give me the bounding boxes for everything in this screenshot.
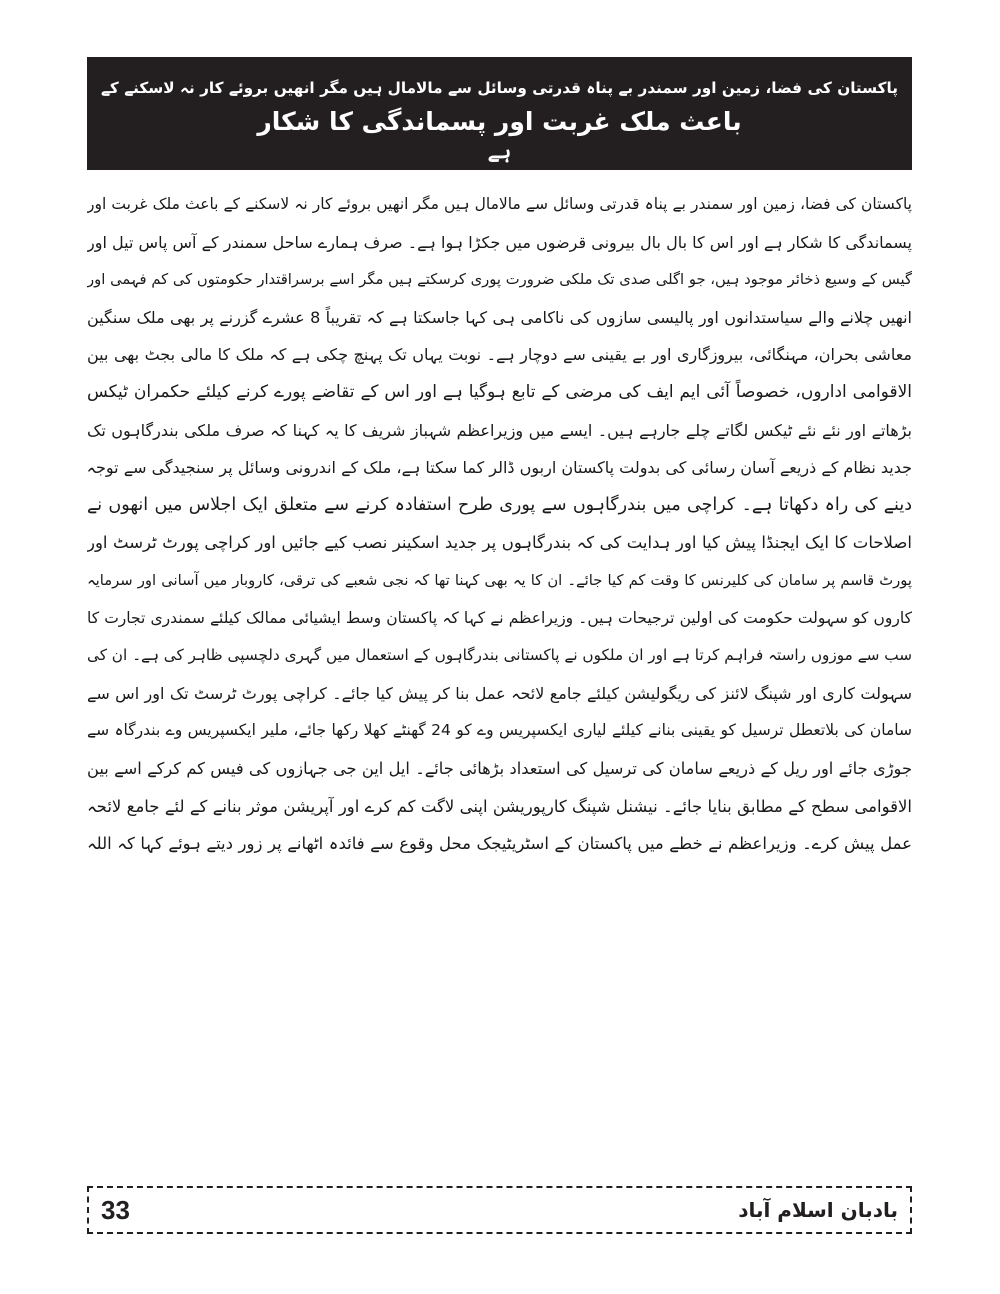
headline-line-1: پاکستان کی فضا، زمین اور سمندر بے پناہ قدرتی وسائل سے مالامال ہیں مگر انھیں بروئے کار نہ لاسکنے کے [101,79,898,97]
article-body [87,186,912,863]
article-line: عمل پیش کرے۔ وزیراعظم نے خطے میں پاکستان کے اسٹریٹیجک محل وقوع سے فائدہ اٹھانے پر زور دیتے ہوئے کہا کہ اللہ [87,834,912,854]
article-line: اصلاحات کا ایک ایجنڈا پیش کیا اور ہدایت کی کہ بندرگاہوں پر جدید اسکینر نصب کیے جائیں اور کراچی پورٹ ٹرسٹ اور [87,533,912,553]
article-line: پسماندگی کا شکار ہے اور اس کا بال بال بیرونی قرضوں میں جکڑا ہوا ہے۔ صرف ہمارے ساحل سمندر کے آس پاس تیل اور [87,232,912,252]
article-line: دینے کی راہ دکھاتا ہے۔ کراچی میں بندرگاہوں سے پوری طرح استفادہ کرنے سے متعلق ایک اجلاس میں انھوں نے [87,494,912,515]
page-number: 33 [101,1194,130,1225]
article-line: سب سے موزوں راستہ فراہم کرتا ہے اور ان ملکوں نے پاکستانی بندرگاہوں کے استعمال میں گہری دلچسپی ظاہر کی ہے۔ ان کی [87,646,912,665]
article-line: انھیں چلانے والے سیاستدانوں اور پالیسی سازوں کی ناکامی ہی کہا جاسکتا ہے کہ تقریباً 8 عشرے گزرنے پر بھی ملک سنگین [87,307,912,327]
article-line: پاکستان کی فضا، زمین اور سمندر بے پناہ قدرتی وسائل سے مالامال ہیں مگر انھیں بروئے کار نہ لاسکنے کے باعث ملک غربت اور [87,195,912,213]
page-footer [87,1186,912,1234]
article-line: جوڑی جائے اور ریل کے ذریعے سامان کی ترسیل کی استعداد بڑھائی جائے۔ ایل این جی جہازوں کی فیس کم کرکے اسے بین [87,758,912,778]
magazine-name: بادبان اسلام آباد [738,1198,898,1222]
article-line: گیس کے وسیع ذخائر موجود ہیں، جو اگلی صدی تک ملکی ضرورت پوری کرسکتے ہیں مگر اسے برسراقتدار حکومتوں کی کم فہمی اور [87,271,912,289]
article-line: پورٹ قاسم پر سامان کی کلیرنس کا وقت کم کیا جائے۔ ان کا یہ بھی کہنا تھا کہ نجی شعبے کی ترقی، کاروبار میں آسانی اور سرمایہ [87,571,912,589]
article-line: جدید نظام کے ذریعے آسان رسائی کی بدولت پاکستان اربوں ڈالر کما سکتا ہے، ملک کے اندرونی وسائل پر سنجیدگی سے توجہ [87,458,912,478]
headline-line-2: باعث ملک غربت اور پسماندگی کا شکار [257,107,742,136]
article-line: الاقوامی سطح کے مطابق بنایا جائے۔ نیشنل شپنگ کارپوریشن اپنی لاگت کم کرے اور آپریشن موثر بنانے کے لئے جامع لائحہ [87,796,912,816]
article-line: سامان کی بلاتعطل ترسیل کو یقینی بنانے کیلئے لیاری ایکسپریس وے کو 24 گھنٹے کھلا رکھا جائے، ملیر ایکسپریس وے بندرگاہ سے [87,721,912,740]
article-line: بڑھاتے اور نئے نئے ٹیکس لگاتے چلے جارہے ہیں۔ ایسے میں وزیراعظم شہباز شریف کا یہ کہنا کہ صرف ملکی بندرگاہوں تک [87,420,912,440]
article-line: معاشی بحران، مہنگائی، بیروزگاری اور بے یقینی سے دوچار ہے۔ نوبت یہاں تک پہنچ چکی ہے کہ ملک کا مالی بجٹ بھی بین [87,345,912,365]
article-line: کاروں کو سہولت حکومت کی اولین ترجیحات ہیں۔ وزیراعظم نے کہا کہ پاکستان وسط ایشیائی ممالک کیلئے سمندری تجارت کا [87,608,912,627]
article-line: سہولت کاری اور شپنگ لائنز کی ریگولیشن کیلئے جامع لائحہ عمل بنا کر پیش کیا جائے۔ کراچی پورٹ ٹرسٹ تک اور اس سے [87,683,912,703]
article-line: الاقوامی اداروں، خصوصاً آئی ایم ایف کی مرضی کے تابع ہوگیا ہے اور اس کے تقاضے پورے کرنے کیلئے حکمران ٹیکس [87,381,912,402]
headline-line-3: ہے [487,139,512,163]
headline-banner [87,57,912,170]
